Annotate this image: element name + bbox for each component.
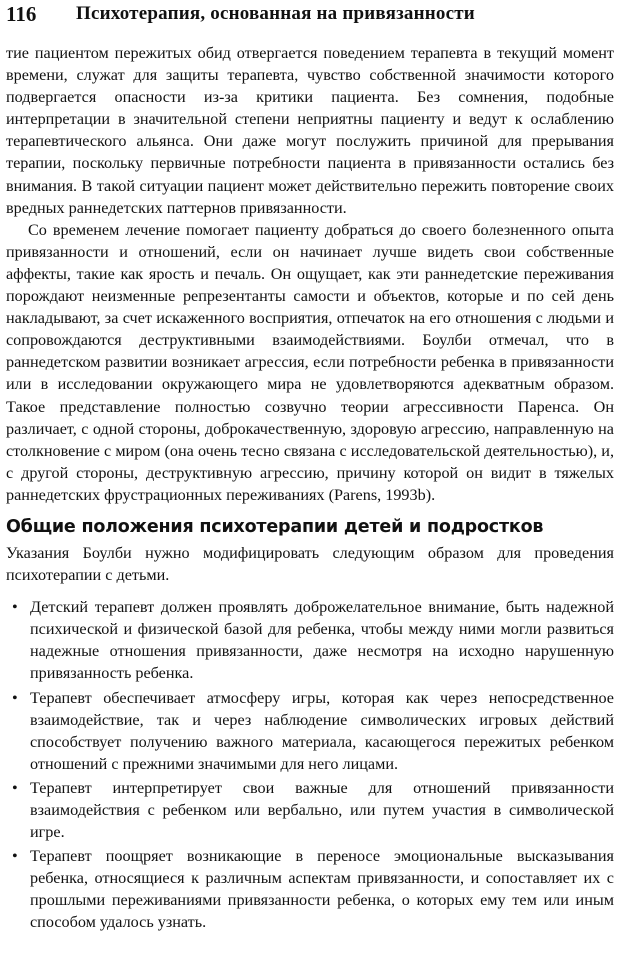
- page-body: [6, 42, 614, 934]
- section-intro: Указания Боулби нужно модифицировать следующим образом для проведения психотерапии с детьми.: [6, 543, 614, 585]
- page-number: 116: [6, 2, 37, 26]
- list-item-text: Детский терапевт должен проявлять доброжелательное внимание, быть надежной психической и физической базой для ребенка, чтобы между ними могли развиться надежные отношения привязанности, даже несмотря на исходно нарушенную привязанность ребенка.: [30, 598, 614, 683]
- list-item: [6, 845, 614, 933]
- bullet-marker: •: [12, 778, 18, 797]
- list-item: [6, 777, 614, 843]
- bullet-marker: •: [12, 598, 18, 617]
- running-title: Психотерапия, основанная на привязанности: [76, 3, 475, 24]
- list-item: [6, 687, 614, 775]
- list-item-text: Терапевт поощряет возникающие в переносе эмоциональные высказывания ребенка, относящиеся к различным аспектам привязанности, и сопоставляет их с прошлыми переживаниями привязанности ребенка, о которых ему тем или иным способом удалось узнать.: [30, 847, 614, 932]
- bullet-marker: •: [12, 847, 18, 866]
- paragraph: Со временем лечение помогает пациенту добраться до своего болезненного опыта привязанности и отношений, если он начинает лучше видеть свои собственные аффекты, такие как ярость и печаль. Он ощущает, как эти раннедетские переживания порождают неизменные репрезентанты самости и объектов, которые и по сей день накладывают, за счет искаженного восприятия, отпечаток на его отношения с людьми и сопровождаются деструктивными взаимодействиями. Боулби отмечал, что в раннедетском развитии возникает агрессия, если потребности ребенка в привязанности или в исследовании окружающего мира не удовлетворяются адекватным образом. Такое представление полностью созвучно теории агрессивности Паренса. Он различает, с одной стороны, доброкачественную, здоровую агрессию, направленную на столкновение с миром (она очень тесно связана с исследовательской деятельностью), и, с другой стороны, деструктивную агрессию, причину которой он видит в тяжелых раннедетских фрустрационных переживаниях (Parens, 1993b).: [6, 220, 614, 504]
- list-item: [6, 596, 614, 684]
- running-header: [6, 0, 614, 36]
- list-item-text: Терапевт интерпретирует свои важные для отношений привязанности взаимодействия с ребенком или вербально, или путем участия в символической игре.: [30, 778, 614, 842]
- bullet-marker: •: [12, 688, 18, 707]
- list-item-text: Терапевт обеспечивает атмосферу игры, которая как через непосредственное взаимодействие, так и через наблюдение символических игровых действий способствует получению важного материала, касающегося пережитых ребенком отношений с прежними значимыми для него лицами.: [30, 688, 614, 773]
- bullet-list: [6, 596, 614, 933]
- section-heading: Общие положения психотерапии детей и подростков: [6, 516, 544, 537]
- paragraph-continued: тие пациентом пережитых обид отвергается поведением терапевта в текущий момент времени, служат для защиты терапевта, чувство собственной значимости которого подвергается опасности из-за критики пациента. Без сомнения, подобные интерпретации в значительной степени неприятны пациенту и ведут к ослаблению терапевтического альянса. Они даже могут послужить причиной для прерывания терапии, поскольку первичные потребности пациента в привязанности остались без внимания. В такой ситуации пациент может действительно пережить повторение своих вредных раннедетских паттернов привязанности.: [6, 44, 614, 217]
